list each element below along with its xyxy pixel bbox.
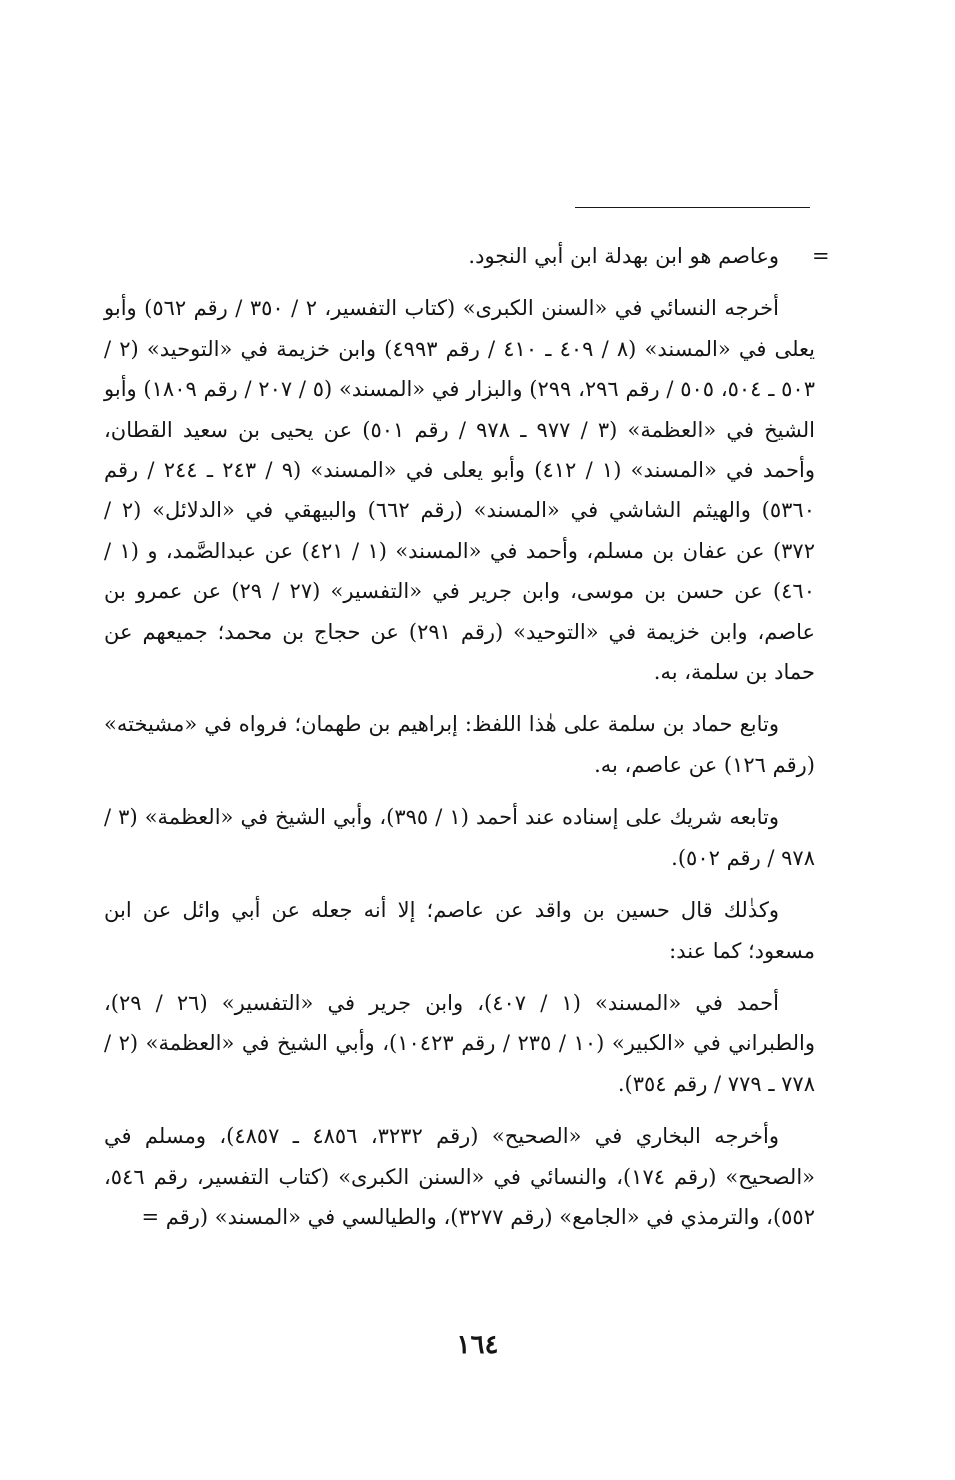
paragraph-narrator-note: وعاصم هو ابن بهدلة ابن أبي النجود. [468,244,779,268]
continuation-marker: = [812,244,830,268]
paragraph-ahmad-sources: أحمد في «المسند» (١ / ٤٠٧)، وابن جرير في «التفسير» (٢٦ / ٢٩)، والطبراني في «الكبير» (١٠ / ٢٣٥ / رقم ١٠٤٢٣)، وأبي الشيخ في «العظمة» (٢ / ٧٧٨ ـ ٧٧٩ / رقم ٣٥٤). [104,990,815,1096]
paragraph-husayn-ibn-waqid: وكذٰلك قال حسين بن واقد عن عاصم؛ إلا أنه جعله عن أبي وائل عن ابن مسعود؛ كما عند: [104,898,815,963]
paragraph-mutaba-sharik: وتابعه شريك على إسناده عند أحمد (١ / ٣٩٥)، وأبي الشيخ في «العظمة» (٣ / ٩٧٨ / رقم ٥٠٢). [104,805,815,870]
paragraph-bukhari-sources: وأخرجه البخاري في «الصحيح» (رقم ٣٢٣٢، ٤٨٥٦ ـ ٤٨٥٧)، ومسلم في «الصحيح» (رقم ١٧٤)، والنسائي في «السنن الكبرى» (كتاب التفسير، رقم ٥٤٦، ٥٥٢)، والترمذي في «الجامع» (رقم ٣٢٧٧)، والطيالسي في «المسند» (رقم = [104,1124,815,1229]
paragraph-mutaba-ibn-tahman: وتابع حماد بن سلمة على هٰذا اللفظ: إبراهيم بن طهمان؛ فرواه في «مشيخته» (رقم ١٢٦) عن عاصم، به. [104,712,815,777]
page-number: ١٦٤ [456,1330,499,1360]
footnote-separator-line [575,207,810,208]
footnote-text [104,236,815,1249]
paragraph-takhrij: أخرجه النسائي في «السنن الكبرى» (كتاب التفسير، ٢ / ٣٥٠ / رقم ٥٦٢) وأبو يعلى في «المسند» (٨ / ٤٠٩ ـ ٤١٠ / رقم ٤٩٩٣) وابن خزيمة في «التوحيد» (٢ / ٥٠٣ ـ ٥٠٤، ٥٠٥ / رقم ٢٩٦، ٢٩٩) والبزار في «المسند» (٥ / ٢٠٧ / رقم ١٨٠٩) وأبو الشيخ في «العظمة» (٣ / ٩٧٧ ـ ٩٧٨ / رقم ٥٠١) عن يحيى بن سعيد القطان، وأحمد في «المسند» (١ / ٤١٢) وأبو يعلى في «المسند» (٩ / ٢٤٣ ـ ٢٤٤ / رقم ٥٣٦٠) والهيثم الشاشي في «المسند» (رقم ٦٦٢) والبيهقي في «الدلائل» (٢ / ٣٧٢) عن عفان بن مسلم، وأحمد في «المسند» (١ / ٤٢١) عن عبدالصَّمد، و (١ / ٤٦٠) عن حسن بن موسى، وابن جرير في «التفسير» (٢٧ / ٢٩) عن عمرو بن عاصم، وابن خزيمة في «التوحيد» (رقم ٢٩١) عن حجاج بن محمد؛ جميعهم عن حماد بن سلمة، به. [104,296,815,685]
